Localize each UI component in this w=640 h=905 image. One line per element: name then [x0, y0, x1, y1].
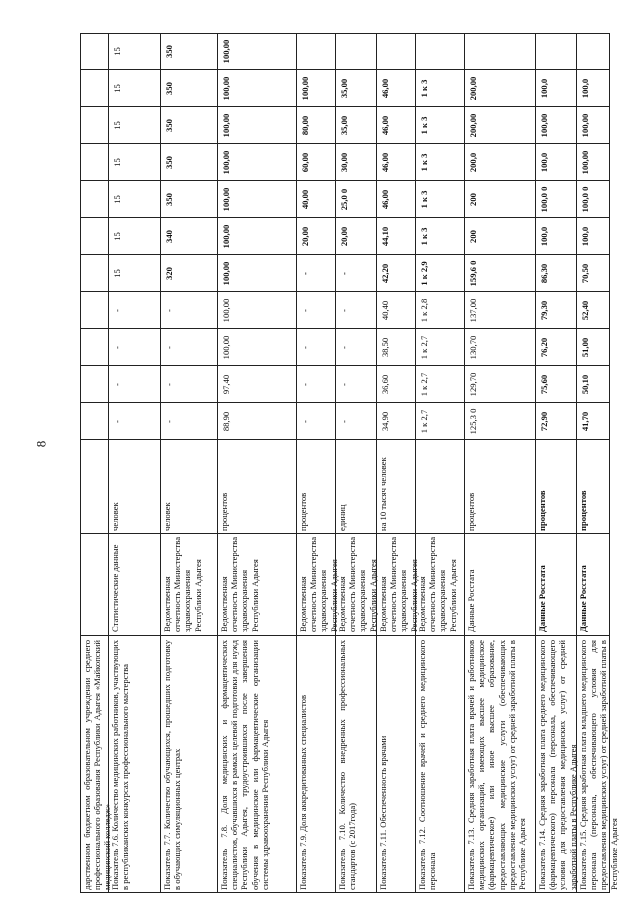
value-cell: 52,40 [580, 300, 590, 321]
indicator-cell: Показатель 7.12. Соотношение врачей и среднего медицинского персонала [417, 640, 438, 890]
value-cell: 350 [164, 193, 174, 206]
value-cell: 100,00 [221, 39, 231, 64]
value-cell: 15 [112, 269, 122, 278]
row-divider [296, 33, 297, 893]
value-cell: 100,00 [221, 76, 231, 101]
column-divider [80, 143, 610, 144]
value-cell: 42,20 [380, 263, 390, 284]
value-cell: 46,00 [380, 78, 390, 99]
value-cell: - [112, 383, 122, 386]
value-cell: 60,00 [300, 152, 310, 173]
value-cell: 41,70 [580, 411, 590, 432]
value-cell: 46,00 [380, 152, 390, 173]
unit-cell: процентов [219, 492, 229, 531]
unit-cell: на 10 тысяч человек [378, 457, 388, 531]
indicator-cell: Показатель 7.6. Количество медицинских работников, участвующих в республиканских конкурсах профессионального мастерства [110, 639, 131, 890]
row-divider [464, 33, 465, 893]
source-cell: Ведомственная отчетность Министерства здравоохранения Республики Адыгея [378, 536, 419, 632]
source-cell: Данные Росстата [537, 565, 547, 632]
value-cell: 15 [112, 47, 122, 56]
value-cell: 130,70 [468, 335, 478, 360]
row-divider [335, 33, 336, 893]
value-cell: - [339, 383, 349, 386]
indicator-cell: Показатель 7.11. Обеспеченность врачами [378, 735, 388, 890]
indicator-cell: Показатель 7.8. Доля медицинских и фармацевтических специалистов, обучавшихся в рамках целевой подготовки для нужд Республики Адыгея, трудоустроившихся после завершения обучения в медицинские или фармацевтические организации системы здравоохранения Республики Адыгея [219, 640, 270, 890]
value-cell: 35,00 [339, 115, 349, 136]
value-cell: 350 [164, 45, 174, 58]
value-cell: - [164, 309, 174, 312]
value-cell: 100,00 [221, 298, 231, 323]
value-cell: 44,10 [380, 226, 390, 247]
value-cell: 70,50 [580, 263, 590, 284]
value-cell: 88,90 [221, 411, 231, 432]
column-divider [80, 402, 610, 403]
value-cell: - [112, 346, 122, 349]
column-divider [80, 106, 610, 107]
value-cell: - [300, 309, 310, 312]
value-cell: 36,60 [380, 374, 390, 395]
value-cell: 200 [468, 193, 478, 206]
value-cell: 100,0 [539, 226, 549, 247]
value-cell: 80,00 [300, 115, 310, 136]
unit-cell: единиц [337, 504, 347, 531]
value-cell: 350 [164, 82, 174, 95]
indicator-cell: Показатель 7.13. Средняя заработная плата врачей и работников медицинских организаций, имеющих высшее медицинское (фармацевтическое) или иное высшее образование, предоставляющих медицинские услуги (обеспечивающих предоставление медицинских услуг) от средней заработной платы в Республике Адыгея [466, 640, 528, 890]
value-cell: 100,00 [221, 150, 231, 175]
value-cell: - [112, 309, 122, 312]
value-cell: - [339, 272, 349, 275]
value-cell: 159,6 0 [468, 260, 478, 287]
value-cell: - [300, 346, 310, 349]
indicator-cell: Показатель 7.9. Доля аккредитованных специалистов [298, 694, 308, 890]
unit-cell [82, 441, 107, 531]
value-cell: 15 [112, 158, 122, 167]
value-cell: - [164, 420, 174, 423]
value-cell: 34,90 [380, 411, 390, 432]
value-cell: - [339, 346, 349, 349]
value-cell: 100,00 [300, 76, 310, 101]
value-cell: 200,00 [468, 76, 478, 101]
value-cell: 1 к 2,8 [419, 298, 429, 323]
value-cell: 1 к 3 [419, 79, 429, 98]
column-divider [80, 365, 610, 366]
value-cell: 15 [112, 121, 122, 130]
unit-cell: процентов [466, 492, 476, 531]
page-number: 8 [33, 440, 49, 448]
source-cell: Статистические данные [110, 544, 120, 632]
value-cell: 30,00 [339, 152, 349, 173]
value-cell: 100,0 [539, 78, 549, 99]
value-cell: 100,00 [221, 187, 231, 212]
source-cell: Ведомственная отчетность Министерства здравоохранения Республики Адыгея [417, 536, 458, 632]
value-cell: 100,0 [539, 152, 549, 173]
value-cell: 100,00 [580, 150, 590, 175]
value-cell: 46,00 [380, 189, 390, 210]
value-cell: 100,00 [221, 224, 231, 249]
value-cell: 320 [164, 267, 174, 280]
value-cell: 86,30 [539, 263, 549, 284]
value-cell: - [339, 420, 349, 423]
source-cell: Ведомственная отчетность Министерства здравоохранения Республики Адыгея [162, 536, 203, 632]
row-divider [376, 33, 377, 893]
value-cell: - [300, 383, 310, 386]
indicator-cell: Показатель 7.14. Средняя заработная плата среднего медицинского (фармацевтического) персонала (персонала, обеспечивающего условия для предоставления медицинских услуг) от средней заработной платы в Республике Адыгея [537, 640, 578, 890]
value-cell: 100,00 [221, 261, 231, 286]
unit-cell: человек [162, 502, 172, 531]
value-cell: 20,00 [300, 226, 310, 247]
row-divider [576, 33, 577, 893]
value-cell: 1 к 3 [419, 116, 429, 135]
indicator-cell: Показатель 7.7. Количество обучающихся, прошедших подготовку в обучающих симуляционных центрах [162, 640, 183, 890]
value-cell: 35,00 [339, 78, 349, 99]
value-cell: 125,3 0 [468, 408, 478, 435]
unit-cell: человек [110, 502, 120, 531]
value-cell: 46,00 [380, 115, 390, 136]
value-cell: 97,40 [221, 374, 231, 395]
value-cell: 40,00 [300, 189, 310, 210]
value-cell: - [300, 420, 310, 423]
indicator-cell: Показатель 7.15. Средняя заработная плата младшего медицинского персонала (персонала, обеспечивающего условия для предоставления медицинских услуг) от средней заработной платы в Республике Адыгея [578, 640, 619, 890]
column-divider [80, 254, 610, 255]
value-cell: 100,00 [539, 113, 549, 138]
value-cell: 350 [164, 119, 174, 132]
value-cell: - [164, 383, 174, 386]
value-cell: 200 [468, 230, 478, 243]
value-cell: 100,0 [580, 78, 590, 99]
value-cell: 15 [112, 195, 122, 204]
source-cell: Ведомственная отчетность Министерства здравоохранения Республики Адыгея [298, 536, 339, 632]
value-cell: 15 [112, 232, 122, 241]
source-cell: Данные Росстата [578, 565, 588, 632]
column-divider [80, 291, 610, 292]
indicators-table [80, 33, 619, 893]
value-cell: 75,60 [539, 374, 549, 395]
source-cell: Данные Росстата [466, 569, 476, 632]
value-cell: 100,0 [580, 226, 590, 247]
unit-cell [417, 441, 463, 531]
source-cell: Ведомственная отчетность Министерства здравоохранения Республики Адыгея [337, 536, 378, 632]
value-cell: 100,0 0 [539, 186, 549, 213]
source-cell [82, 534, 107, 632]
unit-cell: процентов [537, 490, 547, 531]
column-divider [80, 439, 610, 440]
value-cell: 1 к 2,7 [419, 335, 429, 360]
value-cell: 200,00 [468, 113, 478, 138]
value-cell: 38,50 [380, 337, 390, 358]
column-divider [80, 217, 610, 218]
row-divider [108, 33, 109, 893]
value-cell: 72,90 [539, 411, 549, 432]
row-divider [160, 33, 161, 893]
value-cell: 129,70 [468, 372, 478, 397]
value-cell: - [339, 309, 349, 312]
value-cell: 51,00 [580, 337, 590, 358]
value-cell: 1 к 3 [419, 153, 429, 172]
value-cell: 1 к 2,7 [419, 372, 429, 397]
source-cell: Ведомственная отчетность Министерства здравоохранения Республики Адыгея [219, 536, 260, 632]
value-cell: 100,0 0 [580, 186, 590, 213]
value-cell: 1 к 2,7 [419, 409, 429, 434]
row-divider [535, 33, 536, 893]
value-cell: 100,00 [221, 113, 231, 138]
value-cell: 1 к 2,9 [419, 261, 429, 286]
value-cell: 1 к 3 [419, 227, 429, 246]
column-divider [80, 328, 610, 329]
value-cell: 137,00 [468, 298, 478, 323]
value-cell: 100,00 [580, 113, 590, 138]
value-cell: 15 [112, 84, 122, 93]
value-cell: 79,30 [539, 300, 549, 321]
indicator-cell: дарственном бюджетном образовательном учреждении среднего профессионального образования Республики Адыгея «Майкопский медицинский колледж» [82, 640, 113, 890]
value-cell: 50,10 [580, 374, 590, 395]
value-cell: 20,00 [339, 226, 349, 247]
value-cell: - [164, 346, 174, 349]
value-cell: 76,20 [539, 337, 549, 358]
value-cell: 350 [164, 156, 174, 169]
row-divider [217, 33, 218, 893]
indicator-cell: Показатель 7.10. Количество внедренных профессиональных стандартов (с 2017года) [337, 640, 358, 890]
column-divider [80, 180, 610, 181]
value-cell: 25,0 0 [339, 188, 349, 211]
value-cell: - [300, 272, 310, 275]
value-cell: 340 [164, 230, 174, 243]
value-cell: 100,00 [221, 335, 231, 360]
unit-cell: процентов [298, 492, 308, 531]
unit-cell: процентов [578, 490, 588, 531]
value-cell: 1 к 3 [419, 190, 429, 209]
value-cell: 200,0 [468, 152, 478, 173]
value-cell: 40,40 [380, 300, 390, 321]
row-divider [415, 33, 416, 893]
column-divider [80, 69, 610, 70]
value-cell: - [112, 420, 122, 423]
